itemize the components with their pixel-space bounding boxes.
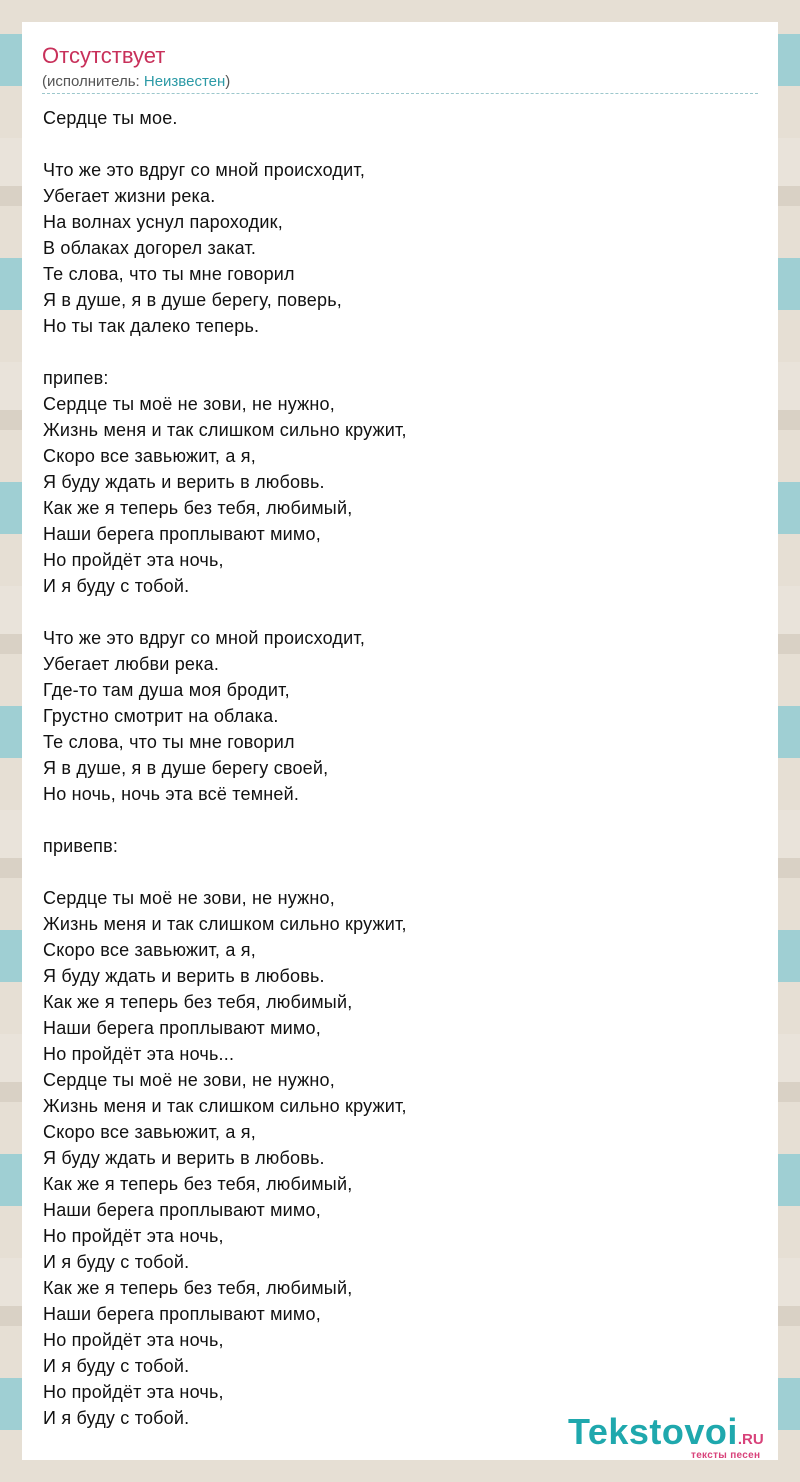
lyric-line: Грустно смотрит на облака. [43, 706, 279, 726]
lyric-line [43, 339, 743, 365]
artist-link[interactable]: Неизвестен [143, 73, 226, 90]
logo-tagline: тексты песен [691, 1450, 761, 1461]
lyric-line: Сердце ты моё не зови, не нужно, [43, 1070, 335, 1090]
site-logo[interactable] [568, 1411, 764, 1461]
lyric-line: На волнах уснул пароходик, [43, 212, 283, 232]
lyric-line: Но пройдёт эта ночь... [43, 1044, 235, 1064]
lyric-line: Скоро все завьюжит, а я, [43, 1122, 256, 1142]
lyric-line: Я в душе, я в душе берегу своей, [43, 758, 329, 778]
lyric-line: Где-то там душа моя бродит, [43, 680, 290, 700]
lyric-line: Наши берега проплывают мимо, [43, 1304, 321, 1324]
lyric-line: Наши берега проплывают мимо, [43, 1200, 321, 1220]
title-divider [42, 93, 758, 94]
lyric-line [43, 131, 743, 157]
logo-name: Tekstovoi [568, 1411, 738, 1452]
lyric-line: Но пройдёт эта ночь, [43, 1382, 224, 1402]
lyric-line: Я буду ждать и верить в любовь. [43, 1148, 325, 1168]
lyric-line: И я буду с тобой. [43, 1252, 190, 1272]
lyric-line: Как же я теперь без тебя, любимый, [43, 1174, 353, 1194]
lyric-line: Сердце ты мое. [43, 108, 178, 128]
lyric-line: Те слова, что ты мне говорил [43, 732, 295, 752]
lyric-line: Скоро все завьюжит, а я, [43, 446, 256, 466]
lyric-line: В облаках догорел закат. [43, 238, 257, 258]
lyric-line: привепв: [43, 836, 119, 856]
lyric-line: Сердце ты моё не зови, не нужно, [43, 888, 335, 908]
lyric-line: Наши берега проплывают мимо, [43, 1018, 321, 1038]
lyric-line: Убегает любви река. [43, 654, 220, 674]
lyric-line: Но ночь, ночь эта всё темней. [43, 784, 300, 804]
artist-prefix: (исполнитель: [42, 73, 144, 90]
lyric-line: Я буду ждать и верить в любовь. [43, 472, 325, 492]
lyric-line: Но пройдёт эта ночь, [43, 1226, 224, 1246]
lyric-line: Сердце ты моё не зови, не нужно, [43, 394, 335, 414]
lyrics-card [22, 22, 778, 1460]
logo-tld: .RU [737, 1431, 764, 1448]
lyric-line [43, 859, 743, 885]
lyric-line: Но пройдёт эта ночь, [43, 550, 224, 570]
lyric-line: Но ты так далеко теперь. [43, 316, 260, 336]
lyric-line: Скоро все завьюжит, а я, [43, 940, 256, 960]
lyric-line: Наши берега проплывают мимо, [43, 524, 321, 544]
lyric-line: Жизнь меня и так слишком сильно кружит, [43, 420, 407, 440]
song-title: Отсутствует [42, 43, 166, 68]
lyric-line: Но пройдёт эта ночь, [43, 1330, 224, 1350]
lyric-line: Я в душе, я в душе берегу, поверь, [43, 290, 343, 310]
lyric-line: И я буду с тобой. [43, 1356, 190, 1376]
lyric-line [43, 599, 743, 625]
artist-suffix: ) [225, 73, 231, 90]
lyric-line: Что же это вдруг со мной происходит, [43, 160, 366, 180]
lyric-line: Как же я теперь без тебя, любимый, [43, 498, 353, 518]
lyric-line [43, 807, 743, 833]
lyric-line: И я буду с тобой. [43, 576, 190, 596]
lyric-line: Убегает жизни река. [43, 186, 216, 206]
lyric-line: Жизнь меня и так слишком сильно кружит, [43, 914, 407, 934]
lyric-line: Я буду ждать и верить в любовь. [43, 966, 325, 986]
lyric-line: припев: [43, 368, 109, 388]
lyric-line: И я буду с тобой. [43, 1408, 190, 1428]
lyrics-text [43, 105, 743, 1431]
lyric-line: Жизнь меня и так слишком сильно кружит, [43, 1096, 407, 1116]
lyric-line: Те слова, что ты мне говорил [43, 264, 295, 284]
lyric-line: Как же я теперь без тебя, любимый, [43, 1278, 353, 1298]
artist-line [42, 72, 230, 92]
lyric-line: Что же это вдруг со мной происходит, [43, 628, 366, 648]
lyric-line: Как же я теперь без тебя, любимый, [43, 992, 353, 1012]
